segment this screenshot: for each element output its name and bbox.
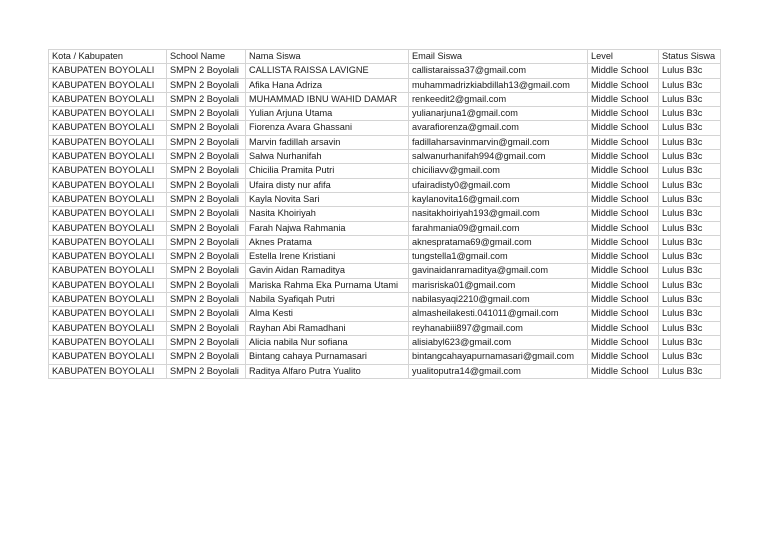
cell-level: Middle School	[588, 192, 659, 206]
cell-kota: KABUPATEN BOYOLALI	[49, 92, 167, 106]
cell-school-name: SMPN 2 Boyolali	[167, 264, 246, 278]
cell-nama-siswa: Estella Irene Kristiani	[246, 250, 409, 264]
cell-level: Middle School	[588, 293, 659, 307]
cell-level: Middle School	[588, 264, 659, 278]
table-row	[49, 364, 721, 378]
table-row	[49, 264, 721, 278]
cell-level: Middle School	[588, 307, 659, 321]
cell-level: Middle School	[588, 335, 659, 349]
cell-kota: KABUPATEN BOYOLALI	[49, 350, 167, 364]
cell-email-siswa: salwanurhanifah994@gmail.com	[409, 150, 588, 164]
cell-level: Middle School	[588, 121, 659, 135]
cell-kota: KABUPATEN BOYOLALI	[49, 335, 167, 349]
cell-kota: KABUPATEN BOYOLALI	[49, 64, 167, 78]
table-row	[49, 107, 721, 121]
table-row	[49, 293, 721, 307]
cell-nama-siswa: Alicia nabila Nur sofiana	[246, 335, 409, 349]
cell-school-name: SMPN 2 Boyolali	[167, 207, 246, 221]
cell-nama-siswa: Marvin fadillah arsavin	[246, 135, 409, 149]
cell-nama-siswa: Yulian Arjuna Utama	[246, 107, 409, 121]
cell-school-name: SMPN 2 Boyolali	[167, 121, 246, 135]
cell-kota: KABUPATEN BOYOLALI	[49, 107, 167, 121]
cell-kota: KABUPATEN BOYOLALI	[49, 164, 167, 178]
cell-status-siswa: Lulus B3c	[659, 235, 721, 249]
cell-level: Middle School	[588, 178, 659, 192]
header-email-siswa: Email Siswa	[409, 50, 588, 64]
cell-kota: KABUPATEN BOYOLALI	[49, 321, 167, 335]
cell-status-siswa: Lulus B3c	[659, 135, 721, 149]
table-row	[49, 307, 721, 321]
cell-kota: KABUPATEN BOYOLALI	[49, 264, 167, 278]
cell-email-siswa: gavinaidanramaditya@gmail.com	[409, 264, 588, 278]
student-table-container	[48, 49, 720, 379]
cell-kota: KABUPATEN BOYOLALI	[49, 150, 167, 164]
cell-school-name: SMPN 2 Boyolali	[167, 92, 246, 106]
cell-nama-siswa: MUHAMMAD IBNU WAHID DAMAR	[246, 92, 409, 106]
cell-status-siswa: Lulus B3c	[659, 264, 721, 278]
cell-nama-siswa: Alma Kesti	[246, 307, 409, 321]
cell-school-name: SMPN 2 Boyolali	[167, 335, 246, 349]
cell-status-siswa: Lulus B3c	[659, 221, 721, 235]
cell-school-name: SMPN 2 Boyolali	[167, 150, 246, 164]
cell-kota: KABUPATEN BOYOLALI	[49, 135, 167, 149]
header-kota: Kota / Kabupaten	[49, 50, 167, 64]
cell-status-siswa: Lulus B3c	[659, 107, 721, 121]
cell-school-name: SMPN 2 Boyolali	[167, 192, 246, 206]
cell-school-name: SMPN 2 Boyolali	[167, 293, 246, 307]
cell-school-name: SMPN 2 Boyolali	[167, 307, 246, 321]
table-body	[49, 64, 721, 379]
cell-status-siswa: Lulus B3c	[659, 350, 721, 364]
cell-email-siswa: nabilasyaqi2210@gmail.com	[409, 293, 588, 307]
cell-nama-siswa: Fiorenza Avara Ghassani	[246, 121, 409, 135]
cell-email-siswa: callistaraissa37@gmail.com	[409, 64, 588, 78]
cell-status-siswa: Lulus B3c	[659, 192, 721, 206]
table-row	[49, 335, 721, 349]
cell-status-siswa: Lulus B3c	[659, 364, 721, 378]
cell-school-name: SMPN 2 Boyolali	[167, 364, 246, 378]
cell-status-siswa: Lulus B3c	[659, 121, 721, 135]
cell-email-siswa: reyhanabiii897@gmail.com	[409, 321, 588, 335]
cell-level: Middle School	[588, 235, 659, 249]
cell-email-siswa: bintangcahayapurnamasari@gmail.com	[409, 350, 588, 364]
cell-status-siswa: Lulus B3c	[659, 150, 721, 164]
cell-kota: KABUPATEN BOYOLALI	[49, 178, 167, 192]
cell-level: Middle School	[588, 350, 659, 364]
cell-email-siswa: almasheilakesti.041011@gmail.com	[409, 307, 588, 321]
cell-nama-siswa: CALLISTA RAISSA LAVIGNE	[246, 64, 409, 78]
student-table	[48, 49, 721, 379]
cell-level: Middle School	[588, 107, 659, 121]
cell-status-siswa: Lulus B3c	[659, 321, 721, 335]
cell-nama-siswa: Farah Najwa Rahmania	[246, 221, 409, 235]
cell-nama-siswa: Gavin Aidan Ramaditya	[246, 264, 409, 278]
table-row	[49, 135, 721, 149]
table-row	[49, 250, 721, 264]
cell-kota: KABUPATEN BOYOLALI	[49, 293, 167, 307]
cell-school-name: SMPN 2 Boyolali	[167, 221, 246, 235]
table-row	[49, 221, 721, 235]
cell-status-siswa: Lulus B3c	[659, 250, 721, 264]
header-school-name: School Name	[167, 50, 246, 64]
cell-email-siswa: marisriska01@gmail.com	[409, 278, 588, 292]
cell-school-name: SMPN 2 Boyolali	[167, 178, 246, 192]
cell-email-siswa: tungstella1@gmail.com	[409, 250, 588, 264]
cell-nama-siswa: Nabila Syafiqah Putri	[246, 293, 409, 307]
cell-email-siswa: nasitakhoiriyah193@gmail.com	[409, 207, 588, 221]
cell-status-siswa: Lulus B3c	[659, 92, 721, 106]
cell-status-siswa: Lulus B3c	[659, 178, 721, 192]
cell-school-name: SMPN 2 Boyolali	[167, 164, 246, 178]
table-row	[49, 92, 721, 106]
cell-level: Middle School	[588, 221, 659, 235]
cell-kota: KABUPATEN BOYOLALI	[49, 207, 167, 221]
table-row	[49, 178, 721, 192]
cell-nama-siswa: Salwa Nurhanifah	[246, 150, 409, 164]
cell-level: Middle School	[588, 135, 659, 149]
cell-level: Middle School	[588, 78, 659, 92]
table-row	[49, 64, 721, 78]
cell-level: Middle School	[588, 150, 659, 164]
cell-status-siswa: Lulus B3c	[659, 293, 721, 307]
cell-email-siswa: yualitoputra14@gmail.com	[409, 364, 588, 378]
cell-level: Middle School	[588, 321, 659, 335]
header-nama-siswa: Nama Siswa	[246, 50, 409, 64]
cell-nama-siswa: Bintang cahaya Purnamasari	[246, 350, 409, 364]
header-level: Level	[588, 50, 659, 64]
cell-email-siswa: aknespratama69@gmail.com	[409, 235, 588, 249]
cell-kota: KABUPATEN BOYOLALI	[49, 121, 167, 135]
cell-level: Middle School	[588, 278, 659, 292]
cell-email-siswa: yulianarjuna1@gmail.com	[409, 107, 588, 121]
table-row	[49, 150, 721, 164]
cell-nama-siswa: Raditya Alfaro Putra Yualito	[246, 364, 409, 378]
table-header-row	[49, 50, 721, 64]
table-row	[49, 164, 721, 178]
header-status-siswa: Status Siswa	[659, 50, 721, 64]
cell-email-siswa: kaylanovita16@gmail.com	[409, 192, 588, 206]
cell-school-name: SMPN 2 Boyolali	[167, 64, 246, 78]
cell-email-siswa: chiciliavv@gmail.com	[409, 164, 588, 178]
cell-email-siswa: farahmania09@gmail.com	[409, 221, 588, 235]
cell-email-siswa: alisiabyl623@gmail.com	[409, 335, 588, 349]
cell-level: Middle School	[588, 364, 659, 378]
cell-email-siswa: fadillaharsavinmarvin@gmail.com	[409, 135, 588, 149]
cell-kota: KABUPATEN BOYOLALI	[49, 221, 167, 235]
cell-status-siswa: Lulus B3c	[659, 207, 721, 221]
table-row	[49, 278, 721, 292]
cell-status-siswa: Lulus B3c	[659, 278, 721, 292]
cell-school-name: SMPN 2 Boyolali	[167, 78, 246, 92]
table-row	[49, 192, 721, 206]
table-row	[49, 207, 721, 221]
cell-school-name: SMPN 2 Boyolali	[167, 135, 246, 149]
cell-kota: KABUPATEN BOYOLALI	[49, 78, 167, 92]
cell-school-name: SMPN 2 Boyolali	[167, 350, 246, 364]
cell-kota: KABUPATEN BOYOLALI	[49, 278, 167, 292]
cell-level: Middle School	[588, 164, 659, 178]
cell-status-siswa: Lulus B3c	[659, 78, 721, 92]
cell-nama-siswa: Mariska Rahma Eka Purnama Utami	[246, 278, 409, 292]
cell-email-siswa: ufairadisty0@gmail.com	[409, 178, 588, 192]
cell-level: Middle School	[588, 92, 659, 106]
cell-kota: KABUPATEN BOYOLALI	[49, 307, 167, 321]
cell-nama-siswa: Ufaira disty nur afifa	[246, 178, 409, 192]
cell-school-name: SMPN 2 Boyolali	[167, 278, 246, 292]
cell-nama-siswa: Kayla Novita Sari	[246, 192, 409, 206]
cell-status-siswa: Lulus B3c	[659, 307, 721, 321]
cell-nama-siswa: Nasita Khoiriyah	[246, 207, 409, 221]
table-row	[49, 78, 721, 92]
cell-school-name: SMPN 2 Boyolali	[167, 250, 246, 264]
cell-nama-siswa: Afika Hana Adriza	[246, 78, 409, 92]
cell-kota: KABUPATEN BOYOLALI	[49, 192, 167, 206]
cell-status-siswa: Lulus B3c	[659, 164, 721, 178]
table-row	[49, 321, 721, 335]
cell-level: Middle School	[588, 64, 659, 78]
cell-nama-siswa: Aknes Pratama	[246, 235, 409, 249]
cell-kota: KABUPATEN BOYOLALI	[49, 250, 167, 264]
table-row	[49, 235, 721, 249]
table-row	[49, 121, 721, 135]
table-row	[49, 350, 721, 364]
cell-nama-siswa: Chicilia Pramita Putri	[246, 164, 409, 178]
cell-school-name: SMPN 2 Boyolali	[167, 235, 246, 249]
cell-status-siswa: Lulus B3c	[659, 64, 721, 78]
cell-status-siswa: Lulus B3c	[659, 335, 721, 349]
cell-nama-siswa: Rayhan Abi Ramadhani	[246, 321, 409, 335]
cell-email-siswa: avarafiorenza@gmail.com	[409, 121, 588, 135]
cell-email-siswa: renkeedit2@gmail.com	[409, 92, 588, 106]
cell-level: Middle School	[588, 207, 659, 221]
cell-email-siswa: muhammadrizkiabdillah13@gmail.com	[409, 78, 588, 92]
cell-level: Middle School	[588, 250, 659, 264]
cell-school-name: SMPN 2 Boyolali	[167, 107, 246, 121]
cell-school-name: SMPN 2 Boyolali	[167, 321, 246, 335]
cell-kota: KABUPATEN BOYOLALI	[49, 364, 167, 378]
cell-kota: KABUPATEN BOYOLALI	[49, 235, 167, 249]
